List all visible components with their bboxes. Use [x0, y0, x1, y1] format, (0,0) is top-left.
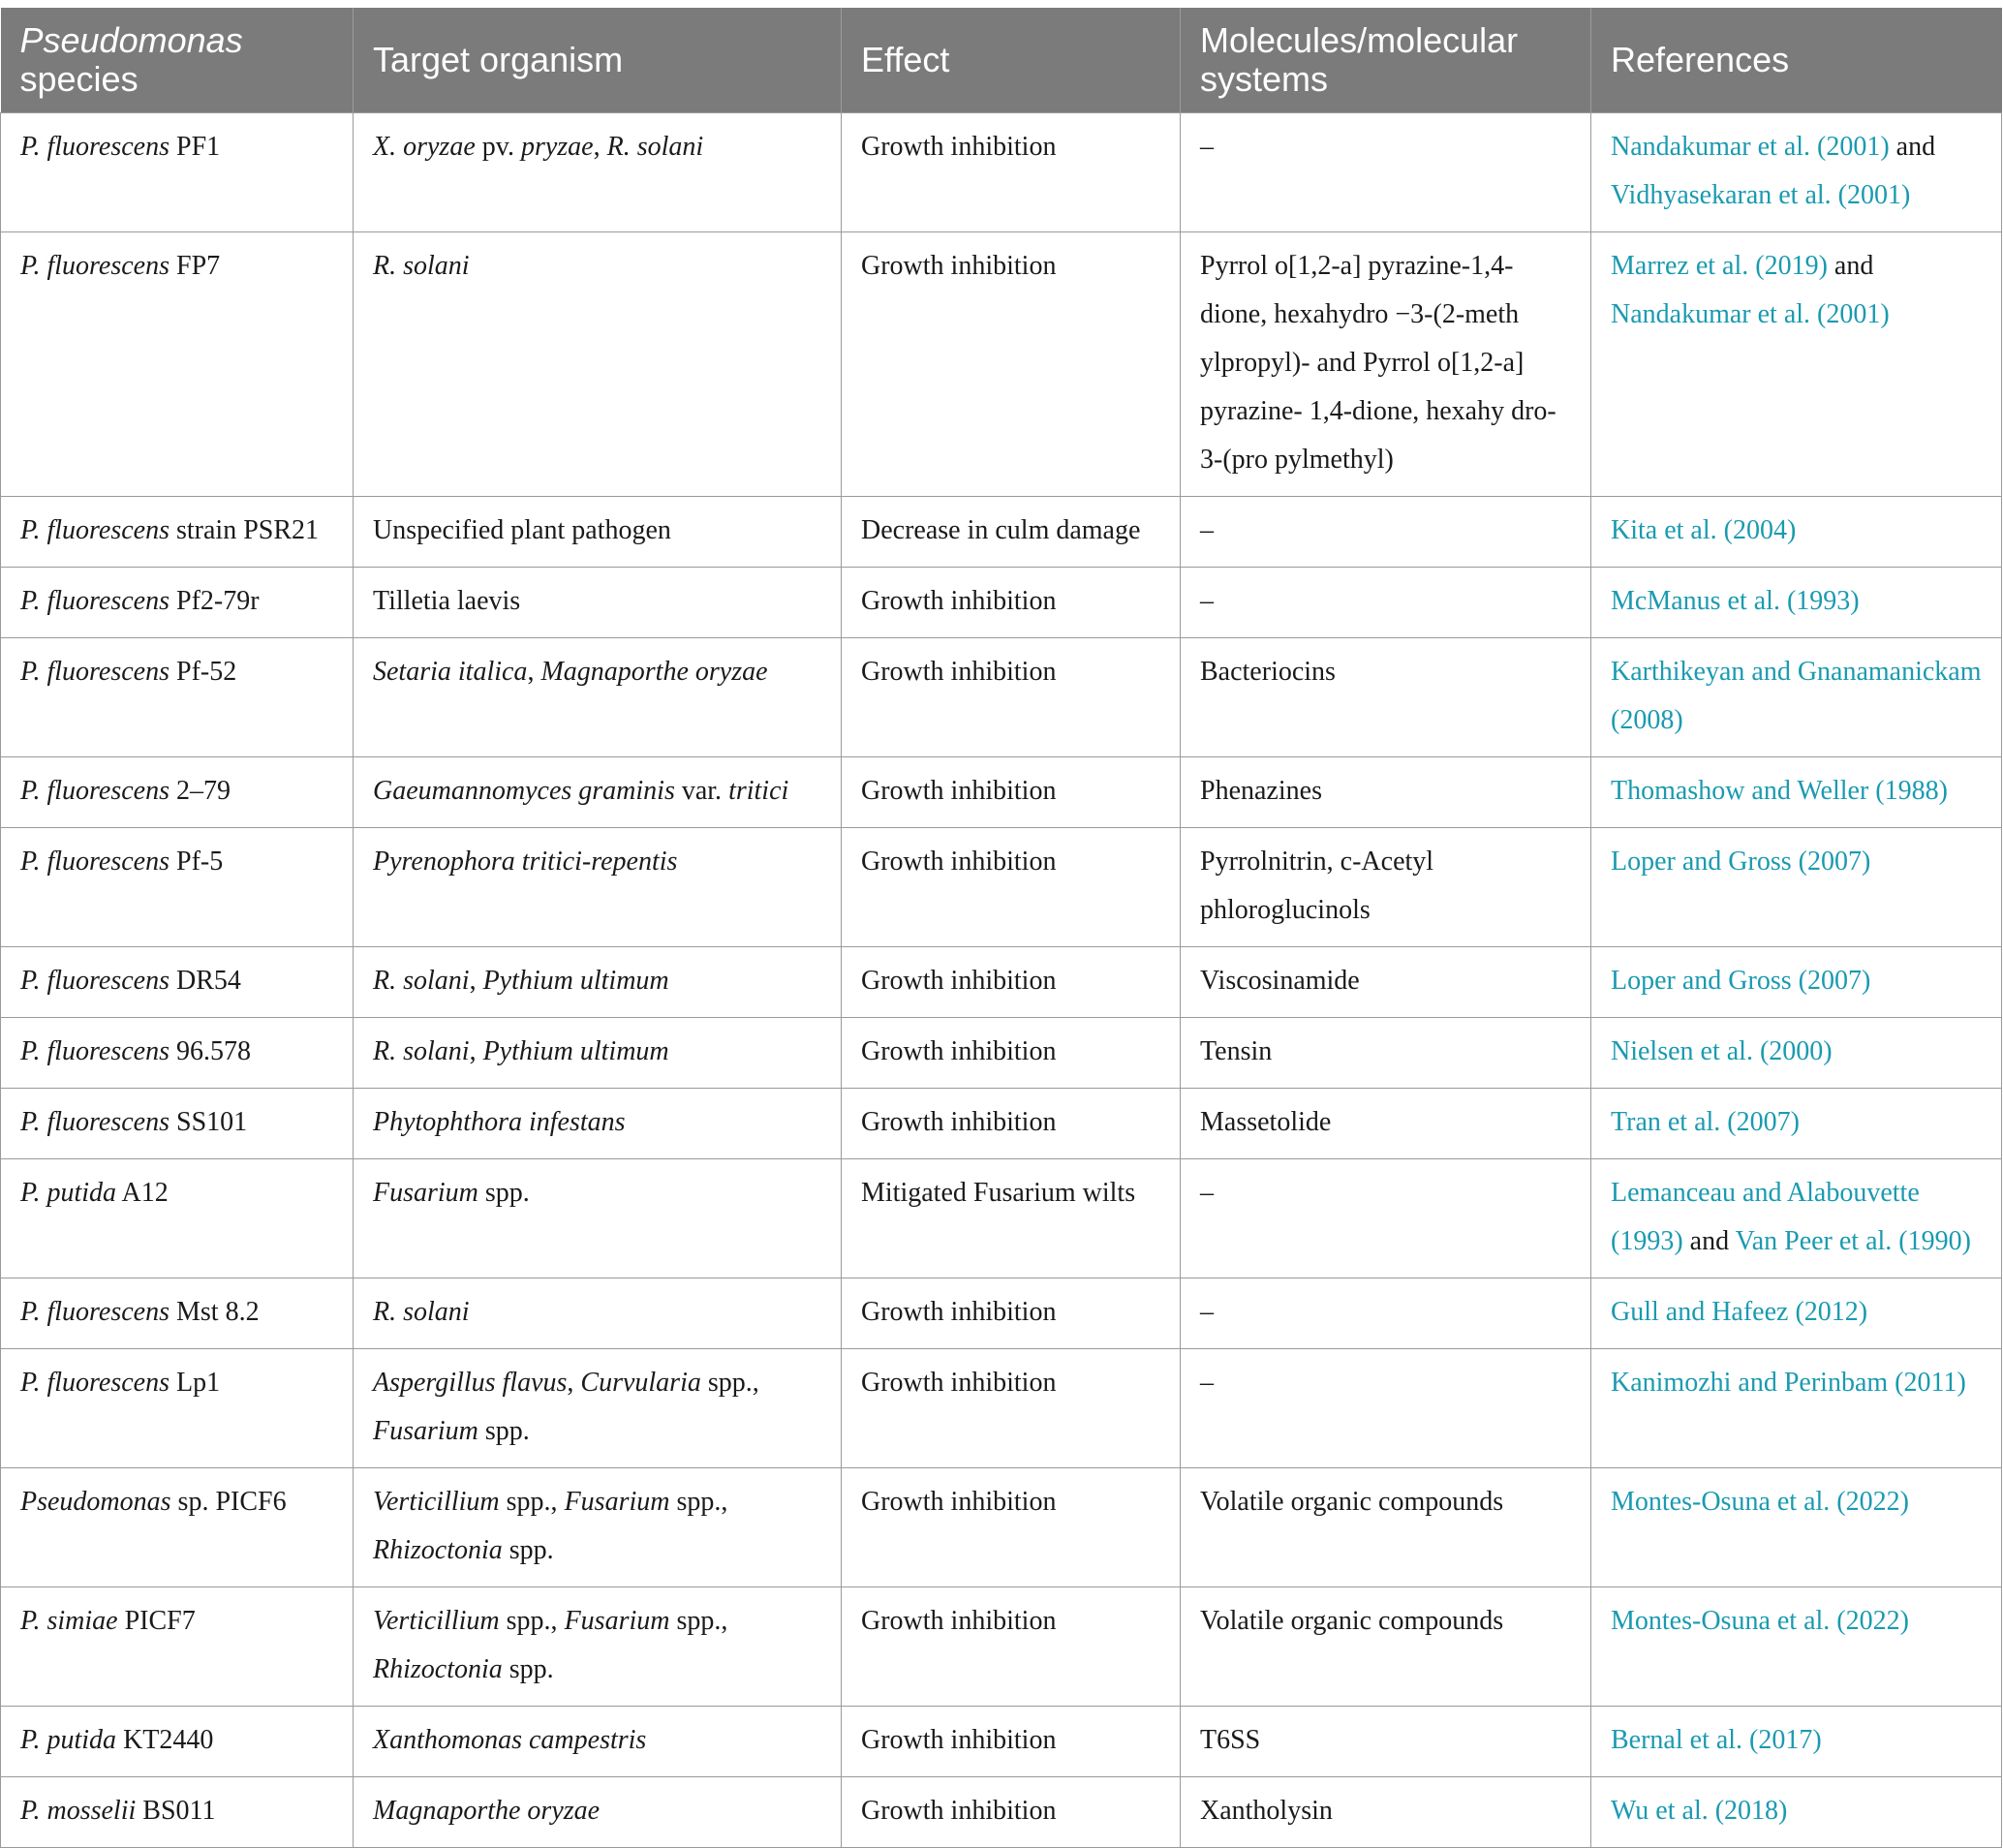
- cell-effect: Growth inhibition: [842, 1777, 1181, 1848]
- cell-references: [1591, 757, 2002, 828]
- table-row: [1, 1707, 2002, 1777]
- target-text: var.: [674, 776, 729, 806]
- species-text: Pf2-79r: [169, 586, 260, 616]
- cell-target-organism: [354, 1707, 842, 1777]
- cell-target-organism: [354, 1587, 842, 1707]
- target-text: Magnaporthe oryzae: [373, 1796, 601, 1826]
- cell-effect: Growth inhibition: [842, 1468, 1181, 1587]
- cell-molecules: Pyrrol o[1,2-a] pyrazine-1,4-dione, hexahydro −3-(2-meth ylpropyl)- and Pyrrol o[1,2-a] pyrazine- 1,4-dione, hexahy dro-3-(pro pylmethyl): [1181, 232, 1591, 497]
- cell-target-organism: [354, 1777, 842, 1848]
- cell-references: [1591, 568, 2002, 638]
- species-text: P. fluorescens: [20, 132, 169, 162]
- cell-species: [1, 1018, 354, 1089]
- species-text: 2–79: [169, 776, 231, 806]
- target-text: Xanthomonas campestris: [373, 1725, 647, 1755]
- cell-species: [1, 947, 354, 1018]
- header-species-rest: species: [19, 59, 139, 99]
- reference-link[interactable]: Thomashow and Weller (1988): [1611, 776, 1948, 806]
- reference-link[interactable]: Kanimozhi and Perinbam (2011): [1611, 1368, 1966, 1398]
- cell-species: [1, 113, 354, 232]
- table-row: [1, 1278, 2002, 1349]
- reference-link[interactable]: Loper and Gross (2007): [1611, 847, 1871, 877]
- cell-molecules: –: [1181, 1278, 1591, 1349]
- cell-target-organism: [354, 828, 842, 947]
- target-text: Phytophthora infestans: [373, 1107, 626, 1137]
- reference-link[interactable]: Gull and Hafeez (2012): [1611, 1297, 1868, 1327]
- cell-molecules: Massetolide: [1181, 1089, 1591, 1159]
- table-row: [1, 1159, 2002, 1278]
- target-text: Pyrenophora tritici-repentis: [373, 847, 678, 877]
- cell-references: [1591, 1089, 2002, 1159]
- cell-effect: Growth inhibition: [842, 568, 1181, 638]
- reference-link[interactable]: Kita et al. (2004): [1611, 515, 1797, 545]
- header-target: Target organism: [354, 8, 842, 113]
- cell-molecules: Tensin: [1181, 1018, 1591, 1089]
- table-row: [1, 828, 2002, 947]
- cell-effect: Growth inhibition: [842, 1018, 1181, 1089]
- species-text: P. fluorescens: [20, 515, 169, 545]
- cell-molecules: Xantholysin: [1181, 1777, 1591, 1848]
- species-text: A12: [116, 1178, 169, 1208]
- table-row: [1, 1468, 2002, 1587]
- cell-effect: Mitigated Fusarium wilts: [842, 1159, 1181, 1278]
- cell-molecules: T6SS: [1181, 1707, 1591, 1777]
- reference-link[interactable]: Nandakumar et al. (2001): [1611, 132, 1890, 162]
- cell-molecules: –: [1181, 1159, 1591, 1278]
- target-text: spp.: [502, 1535, 554, 1565]
- table-row: [1, 1587, 2002, 1707]
- target-text: Magnaporthe oryzae: [540, 657, 768, 687]
- cell-molecules: Viscosinamide: [1181, 947, 1591, 1018]
- reference-link[interactable]: Bernal et al. (2017): [1611, 1725, 1822, 1755]
- cell-effect: Growth inhibition: [842, 1707, 1181, 1777]
- target-text: spp.: [478, 1178, 530, 1208]
- table-row: [1, 1777, 2002, 1848]
- cell-molecules: –: [1181, 568, 1591, 638]
- header-molecules: Molecules/molecular systems: [1181, 8, 1591, 113]
- cell-references: [1591, 1018, 2002, 1089]
- cell-effect: Growth inhibition: [842, 1278, 1181, 1349]
- target-text: Fusarium: [373, 1416, 478, 1446]
- reference-link[interactable]: Montes-Osuna et al. (2022): [1611, 1606, 1909, 1636]
- target-text: R. solani: [373, 251, 470, 281]
- table-row: [1, 757, 2002, 828]
- cell-species: [1, 1159, 354, 1278]
- cell-references: [1591, 638, 2002, 757]
- header-references: References: [1591, 8, 2002, 113]
- species-text: sp. PICF6: [170, 1487, 287, 1517]
- target-text: pryzae: [520, 132, 594, 162]
- cell-references: [1591, 1468, 2002, 1587]
- cell-effect: Growth inhibition: [842, 1089, 1181, 1159]
- reference-link[interactable]: Marrez et al. (2019): [1611, 251, 1828, 281]
- table-body: [1, 113, 2002, 1848]
- target-text: Rhizoctonia: [373, 1654, 503, 1684]
- cell-target-organism: [354, 947, 842, 1018]
- species-text: P. fluorescens: [20, 1036, 169, 1066]
- target-text: Pythium ultimum: [482, 966, 669, 996]
- cell-species: [1, 1089, 354, 1159]
- reference-link[interactable]: Montes-Osuna et al. (2022): [1611, 1487, 1909, 1517]
- species-text: P. fluorescens: [20, 1107, 169, 1137]
- cell-references: [1591, 497, 2002, 568]
- table-row: [1, 1089, 2002, 1159]
- table-row: [1, 568, 2002, 638]
- cell-target-organism: [354, 1349, 842, 1468]
- table-row: [1, 113, 2002, 232]
- cell-molecules: –: [1181, 1349, 1591, 1468]
- cell-effect: Growth inhibition: [842, 232, 1181, 497]
- species-text: Pf-5: [169, 847, 224, 877]
- target-text: spp.,: [499, 1487, 565, 1517]
- cell-species: [1, 638, 354, 757]
- header-effect: Effect: [842, 8, 1181, 113]
- cell-species: [1, 1349, 354, 1468]
- species-text: Pseudomonas: [20, 1487, 171, 1517]
- species-text: P. putida: [20, 1178, 117, 1208]
- reference-link[interactable]: Wu et al. (2018): [1611, 1796, 1788, 1826]
- cell-target-organism: [354, 568, 842, 638]
- target-text: Gaeumannomyces graminis: [373, 776, 675, 806]
- reference-link[interactable]: McManus et al. (1993): [1611, 586, 1860, 616]
- species-text: strain PSR21: [169, 515, 320, 545]
- cell-effect: Growth inhibition: [842, 638, 1181, 757]
- species-text: DR54: [169, 966, 241, 996]
- cell-references: [1591, 1587, 2002, 1707]
- cell-references: [1591, 113, 2002, 232]
- table-row: [1, 232, 2002, 497]
- target-text: spp.: [502, 1654, 554, 1684]
- header-species: [1, 8, 354, 113]
- cell-target-organism: [354, 1089, 842, 1159]
- cell-species: [1, 1777, 354, 1848]
- cell-species: [1, 828, 354, 947]
- cell-references: [1591, 828, 2002, 947]
- cell-references: [1591, 1777, 2002, 1848]
- cell-molecules: Volatile organic compounds: [1181, 1468, 1591, 1587]
- target-text: Unspecified plant pathogen: [373, 515, 671, 545]
- cell-species: [1, 568, 354, 638]
- cell-target-organism: [354, 497, 842, 568]
- cell-molecules: Bacteriocins: [1181, 638, 1591, 757]
- header-row: [1, 8, 2002, 113]
- cell-species: [1, 232, 354, 497]
- cell-target-organism: [354, 1278, 842, 1349]
- species-text: Lp1: [169, 1368, 221, 1398]
- table-row: [1, 497, 2002, 568]
- species-text: KT2440: [116, 1725, 214, 1755]
- species-text: P. fluorescens: [20, 776, 169, 806]
- reference-link[interactable]: Nandakumar et al. (2001): [1611, 299, 1890, 329]
- species-text: Mst 8.2: [169, 1297, 260, 1327]
- cell-references: [1591, 1349, 2002, 1468]
- species-text: P. fluorescens: [20, 1297, 169, 1327]
- cell-effect: Growth inhibition: [842, 757, 1181, 828]
- references-text: and: [1827, 251, 1874, 281]
- cell-molecules: Phenazines: [1181, 757, 1591, 828]
- target-text: spp.,: [669, 1606, 728, 1636]
- cell-molecules: Volatile organic compounds: [1181, 1587, 1591, 1707]
- cell-species: [1, 1278, 354, 1349]
- cell-target-organism: [354, 1159, 842, 1278]
- species-text: P. fluorescens: [20, 847, 169, 877]
- cell-target-organism: [354, 1018, 842, 1089]
- target-text: spp.,: [700, 1368, 759, 1398]
- cell-target-organism: [354, 638, 842, 757]
- target-text: Verticillium: [373, 1487, 500, 1517]
- target-text: Fusarium: [564, 1606, 670, 1636]
- cell-molecules: –: [1181, 497, 1591, 568]
- table-row: [1, 1349, 2002, 1468]
- target-text: Rhizoctonia: [373, 1535, 503, 1565]
- target-text: ,: [527, 657, 541, 687]
- species-text: BS011: [136, 1796, 216, 1826]
- cell-references: [1591, 1159, 2002, 1278]
- reference-link[interactable]: Van Peer et al. (1990): [1735, 1226, 1971, 1256]
- target-text: ,: [593, 132, 607, 162]
- target-text: R. solani: [373, 1036, 470, 1066]
- target-text: X. oryzae: [373, 132, 476, 162]
- species-text: P. putida: [20, 1725, 117, 1755]
- species-text: PF1: [169, 132, 221, 162]
- table-row: [1, 947, 2002, 1018]
- cell-molecules: –: [1181, 113, 1591, 232]
- target-text: ,: [469, 966, 483, 996]
- target-text: Fusarium: [373, 1178, 478, 1208]
- target-text: Pythium ultimum: [482, 1036, 669, 1066]
- cell-effect: Growth inhibition: [842, 1349, 1181, 1468]
- target-text: spp.: [478, 1416, 530, 1446]
- species-text: SS101: [169, 1107, 248, 1137]
- cell-references: [1591, 1707, 2002, 1777]
- data-table: [0, 8, 2002, 1848]
- reference-link[interactable]: Nielsen et al. (2000): [1611, 1036, 1833, 1066]
- target-text: Tilletia laevis: [373, 586, 521, 616]
- target-text: R. solani: [606, 132, 704, 162]
- reference-link[interactable]: Tran et al. (2007): [1611, 1107, 1800, 1137]
- references-text: and: [1682, 1226, 1736, 1256]
- cell-species: [1, 1468, 354, 1587]
- reference-link[interactable]: Karthikeyan and Gnanamanickam (2008): [1611, 657, 1982, 735]
- cell-molecules: Pyrrolnitrin, c-Acetyl phloroglucinols: [1181, 828, 1591, 947]
- cell-species: [1, 757, 354, 828]
- cell-species: [1, 1707, 354, 1777]
- species-text: P. fluorescens: [20, 657, 169, 687]
- cell-effect: Decrease in culm damage: [842, 497, 1181, 568]
- cell-effect: Growth inhibition: [842, 1587, 1181, 1707]
- target-text: Fusarium: [564, 1487, 670, 1517]
- target-text: Aspergillus flavus: [373, 1368, 568, 1398]
- species-text: P. fluorescens: [20, 586, 169, 616]
- reference-link[interactable]: Loper and Gross (2007): [1611, 966, 1871, 996]
- cell-species: [1, 497, 354, 568]
- target-text: ,: [469, 1036, 483, 1066]
- species-text: PICF7: [117, 1606, 196, 1636]
- cell-target-organism: [354, 1468, 842, 1587]
- target-text: pv.: [475, 132, 521, 162]
- species-text: 96.578: [169, 1036, 251, 1066]
- cell-effect: Growth inhibition: [842, 947, 1181, 1018]
- cell-effect: Growth inhibition: [842, 113, 1181, 232]
- cell-target-organism: [354, 113, 842, 232]
- target-text: R. solani: [373, 1297, 470, 1327]
- target-text: tritici: [728, 776, 789, 806]
- references-text: and: [1889, 132, 1936, 162]
- cell-species: [1, 1587, 354, 1707]
- reference-link[interactable]: Lemanceau and Alabouvette (1993): [1611, 1178, 1920, 1256]
- header-species-italic: Pseudomonas: [19, 20, 243, 60]
- cell-target-organism: [354, 232, 842, 497]
- reference-link[interactable]: Vidhyasekaran et al. (2001): [1611, 180, 1911, 210]
- target-text: spp.,: [669, 1487, 728, 1517]
- cell-effect: Growth inhibition: [842, 828, 1181, 947]
- cell-references: [1591, 232, 2002, 497]
- table-header: [1, 8, 2002, 113]
- target-text: R. solani: [373, 966, 470, 996]
- cell-target-organism: [354, 757, 842, 828]
- target-text: ,: [567, 1368, 581, 1398]
- species-text: Pf-52: [169, 657, 237, 687]
- cell-references: [1591, 1278, 2002, 1349]
- species-text: FP7: [169, 251, 221, 281]
- species-text: P. fluorescens: [20, 251, 169, 281]
- target-text: Verticillium: [373, 1606, 500, 1636]
- species-text: P. fluorescens: [20, 966, 169, 996]
- species-text: P. fluorescens: [20, 1368, 169, 1398]
- species-text: P. mosselii: [20, 1796, 137, 1826]
- target-text: Setaria italica: [373, 657, 528, 687]
- target-text: Curvularia: [580, 1368, 701, 1398]
- target-text: spp.,: [499, 1606, 565, 1636]
- cell-references: [1591, 947, 2002, 1018]
- species-text: P. simiae: [20, 1606, 118, 1636]
- table-row: [1, 1018, 2002, 1089]
- table-row: [1, 638, 2002, 757]
